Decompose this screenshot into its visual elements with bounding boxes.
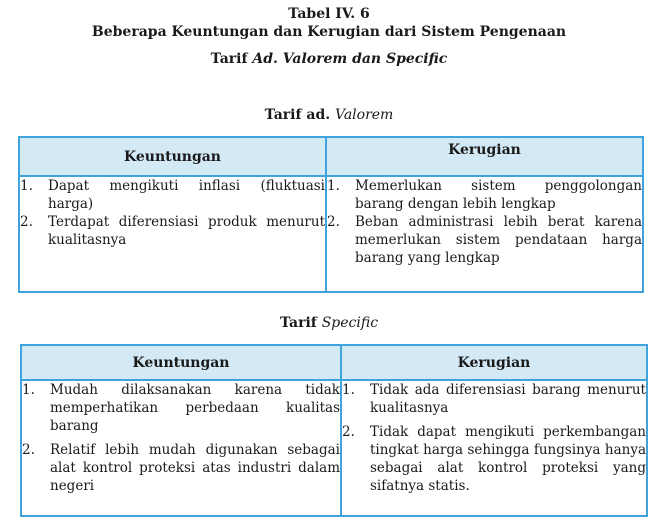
ad-valorem-heading-italic: Valorem (335, 107, 394, 123)
table-title: Beberapa Keuntungan dan Kerugian dari Sistem Pengenaan (91, 24, 567, 40)
item-text: Mudah dilaksanakan karena tidak memperhatikan perbedaan kualitas barang (50, 382, 340, 434)
item-text: Tidak ada diferensiasi barang menurut kualitasnya (370, 382, 646, 416)
specific-table (20, 344, 648, 517)
item-text: Relatif lebih mudah digunakan sebagai alat kontrol proteksi atas industri dalam negeri (50, 442, 340, 494)
ad-valorem-col-kerugian: Kerugian (326, 137, 643, 176)
list-item (20, 213, 325, 249)
item-number: 1. (22, 382, 35, 398)
item-text: Tidak dapat mengikuti perkembangan tingkat harga sehingga fungsinya hanya sebagai alat kontrol proteksi yang sifatnya statis. (370, 424, 646, 494)
specific-heading (0, 315, 658, 331)
item-text: Terdapat diferensiasi produk menurut kualitasnya (48, 214, 325, 248)
item-number: 2. (20, 214, 33, 230)
item-text: Memerlukan sistem penggolongan barang dengan lebih lengkap (355, 178, 642, 212)
list-item (342, 381, 646, 417)
specific-heading-italic: Specific (321, 315, 379, 331)
ad-valorem-heading-prefix: Tarif ad. (264, 107, 335, 123)
specific-kerugian-cell (341, 380, 647, 516)
table-number: Tabel IV. 6 (288, 6, 370, 22)
specific-keuntungan-list (22, 381, 340, 495)
specific-col-kerugian: Kerugian (341, 345, 647, 380)
ad-valorem-table (18, 136, 644, 293)
item-text: Beban administrasi lebih berat karena memerlukan sistem pendataan harga barang yang lengkap (355, 214, 642, 266)
specific-heading-prefix: Tarif (279, 315, 322, 331)
item-text: Dapat mengikuti inflasi (fluktuasi harga) (48, 178, 325, 212)
specific-col-keuntungan: Keuntungan (21, 345, 341, 380)
item-number: 1. (342, 382, 355, 398)
list-item (342, 423, 646, 495)
list-item (22, 381, 340, 435)
list-item (327, 177, 642, 213)
ad-valorem-kerugian-cell (326, 176, 643, 292)
item-number: 1. (20, 178, 33, 194)
ad-valorem-kerugian-list (327, 177, 642, 267)
list-item (20, 177, 325, 213)
table-subtitle (0, 51, 658, 67)
ad-valorem-heading (0, 107, 658, 123)
subtitle-italic: Ad. Valorem dan Specific (252, 51, 448, 67)
list-item (327, 213, 642, 267)
specific-kerugian-list (342, 381, 646, 495)
list-item (22, 441, 340, 495)
ad-valorem-keuntungan-list (20, 177, 325, 249)
specific-keuntungan-cell (21, 380, 341, 516)
item-number: 2. (342, 424, 355, 440)
ad-valorem-col-keuntungan: Keuntungan (19, 137, 326, 176)
item-number: 2. (22, 442, 35, 458)
subtitle-prefix: Tarif (210, 51, 253, 67)
item-number: 2. (327, 214, 340, 230)
item-number: 1. (327, 178, 340, 194)
ad-valorem-keuntungan-cell (19, 176, 326, 292)
